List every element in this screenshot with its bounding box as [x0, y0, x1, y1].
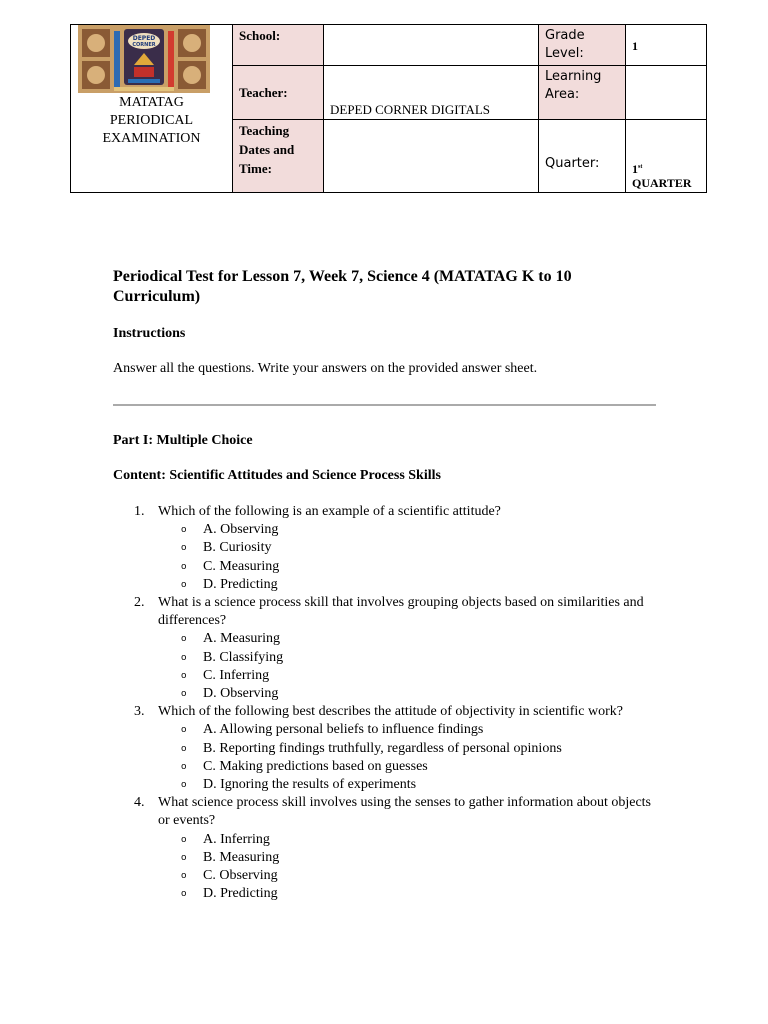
bullet-icon: o [181, 689, 187, 700]
teaching-dates-label-line: Time: [239, 161, 272, 176]
answer-option[interactable] [158, 849, 658, 867]
quarter-word: QUARTER [632, 176, 692, 190]
bullet-icon: o [181, 761, 187, 772]
page-title: Periodical Test for Lesson 7, Week 7, Science 4 (MATATAG K to 10 Curriculum) [113, 268, 572, 305]
section-divider [113, 404, 656, 406]
svg-text:DEPED: DEPED [132, 35, 156, 42]
answer-option[interactable] [158, 885, 658, 903]
answer-option[interactable] [158, 539, 658, 557]
header-table [70, 24, 707, 193]
answer-option[interactable] [158, 576, 658, 594]
option-text: A. Measuring [203, 631, 280, 647]
bullet-icon: o [181, 871, 187, 882]
exam-title-block [71, 94, 232, 148]
question-list [113, 503, 658, 903]
bullet-icon: o [181, 852, 187, 863]
exam-title-line: MATATAG [119, 95, 184, 110]
answer-option[interactable] [158, 667, 658, 685]
option-list [158, 521, 658, 594]
answer-option[interactable] [158, 630, 658, 648]
question-number: 4. [134, 795, 145, 811]
question-text: Which of the following best describes the attitude of objectivity in scientific work? [158, 704, 623, 720]
quarter-number: 1 [632, 162, 638, 176]
option-text: C. Inferring [203, 667, 270, 683]
teacher-field[interactable]: DEPED CORNER DIGITALS [324, 66, 539, 120]
exam-title-line: EXAMINATION [102, 131, 201, 146]
grade-level-label: Grade Level: [539, 25, 626, 66]
content-heading: Content: Scientific Attitudes and Science Process Skills [113, 468, 441, 483]
answer-option[interactable] [158, 740, 658, 758]
question-item [113, 703, 658, 794]
option-list [158, 630, 658, 703]
option-text: A. Allowing personal beliefs to influence findings [203, 722, 484, 738]
option-text: D. Predicting [203, 886, 278, 902]
quarter-suffix: st [638, 164, 643, 170]
answer-option[interactable] [158, 758, 658, 776]
answer-option[interactable] [158, 867, 658, 885]
answer-option[interactable] [158, 521, 658, 539]
learning-area-label-line: Area: [545, 87, 580, 102]
bullet-icon: o [181, 780, 187, 791]
option-text: C. Measuring [203, 558, 280, 574]
bullet-icon: o [181, 670, 187, 681]
learning-area-field[interactable] [626, 66, 707, 120]
answer-option[interactable] [158, 685, 658, 703]
quarter-field[interactable] [626, 120, 707, 193]
part-heading: Part I: Multiple Choice [113, 433, 253, 448]
bullet-icon: o [181, 725, 187, 736]
answer-option[interactable] [158, 831, 658, 849]
instructions-heading: Instructions [113, 326, 186, 341]
instructions-text: Answer all the questions. Write your answers on the provided answer sheet. [113, 361, 538, 376]
question-item [113, 794, 658, 903]
logo-cell [71, 25, 233, 193]
answer-option[interactable] [158, 558, 658, 576]
teacher-label: Teacher: [233, 66, 324, 120]
option-list [158, 831, 658, 904]
bullet-icon: o [181, 561, 187, 572]
bullet-icon: o [181, 579, 187, 590]
teaching-dates-field[interactable] [324, 120, 539, 193]
answer-option[interactable] [158, 776, 658, 794]
option-text: A. Inferring [203, 831, 270, 847]
question-text: Which of the following is an example of a scientific attitude? [158, 504, 501, 519]
bullet-icon: o [181, 834, 187, 845]
option-text: B. Curiosity [203, 540, 272, 556]
teaching-dates-label-line: Teaching [239, 123, 290, 138]
bullet-icon: o [181, 652, 187, 663]
answer-option[interactable] [158, 649, 658, 667]
answer-option[interactable] [158, 721, 658, 739]
svg-text:CORNER: CORNER [132, 42, 156, 48]
option-text: D. Ignoring the results of experiments [203, 777, 417, 793]
option-text: D. Observing [203, 686, 279, 702]
question-number: 1. [134, 504, 145, 519]
school-field[interactable] [324, 25, 539, 66]
exam-title-line: PERIODICAL [109, 113, 194, 128]
question-item [113, 503, 658, 594]
question-number: 2. [134, 595, 145, 611]
option-text: D. Predicting [203, 576, 278, 592]
question-text: What science process skill involves using the senses to gather information about objects or events? [158, 795, 651, 829]
option-text: A. Observing [203, 522, 279, 538]
option-text: B. Reporting findings truthfully, regardless of personal opinions [203, 740, 562, 756]
bullet-icon: o [181, 743, 187, 754]
question-text: What is a science process skill that involves grouping objects based on similarities and differences? [158, 595, 644, 629]
option-list [158, 721, 658, 794]
quarter-label: Quarter: [539, 120, 626, 193]
deped-corner-logo [78, 25, 210, 93]
teaching-dates-label-line: Dates and [239, 142, 295, 157]
school-label: School: [233, 25, 324, 66]
option-text: C. Observing [203, 868, 278, 884]
grade-level-field[interactable]: 1 [626, 25, 707, 66]
teaching-dates-label [233, 120, 324, 193]
option-text: C. Making predictions based on guesses [203, 758, 428, 774]
question-item [113, 594, 658, 703]
bullet-icon: o [181, 525, 187, 536]
option-text: B. Classifying [203, 649, 284, 665]
option-text: B. Measuring [203, 849, 280, 865]
bullet-icon: o [181, 543, 187, 554]
learning-area-label-line: Learning [545, 69, 602, 84]
bullet-icon: o [181, 889, 187, 900]
bullet-icon: o [181, 634, 187, 645]
question-number: 3. [134, 704, 145, 720]
learning-area-label [539, 66, 626, 120]
